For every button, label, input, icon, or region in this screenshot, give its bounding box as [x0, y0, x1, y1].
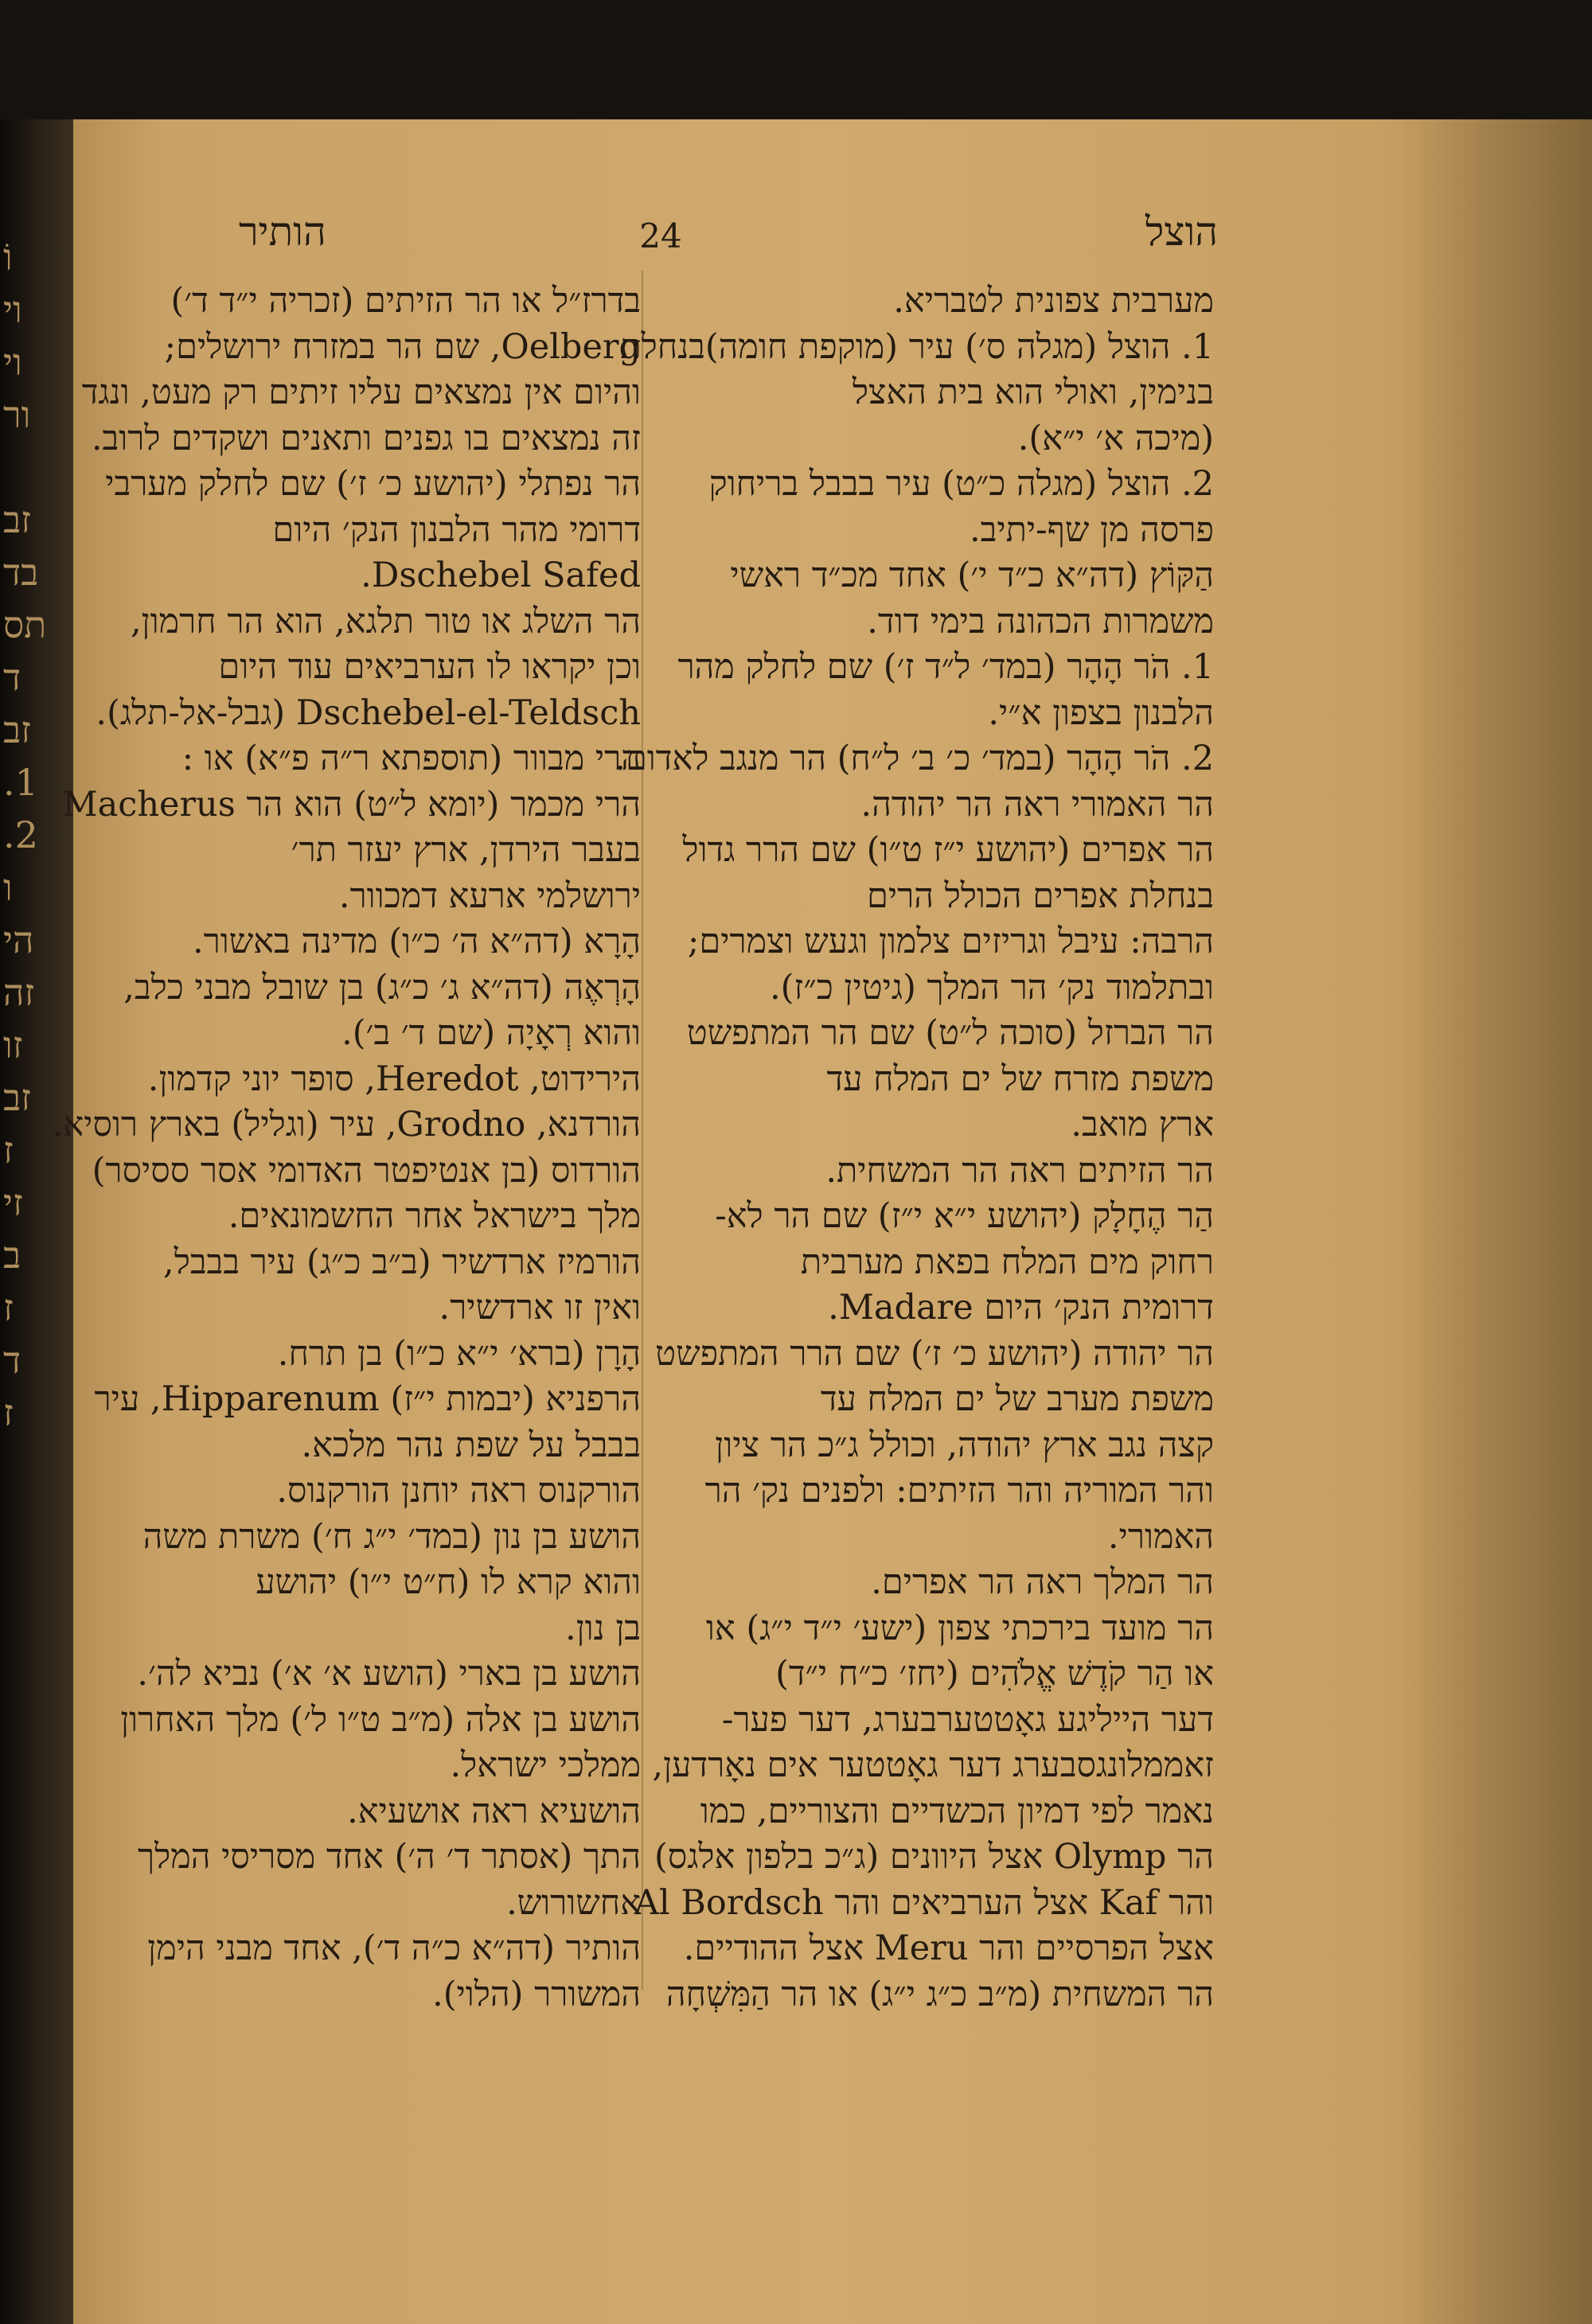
text-line: הר Olymp אצל היוונים (ג״כ בלפון אלגס)	[654, 1837, 1214, 1877]
edge-fragment	[0, 441, 73, 493]
text-line: וכן יקראו לו הערביאים עוד היום	[218, 647, 641, 687]
text-line: Dschebel Safed.	[361, 556, 641, 595]
edge-fragment: זב	[3, 708, 31, 751]
text-line: הושע בן אלה (מ״ב ט״ו ל׳) מלך האחרון	[120, 1699, 641, 1740]
text-line: הר מועד בירכתי צפון (ישע׳ י״ד י״ג) או	[705, 1608, 1214, 1648]
text-line: הורקנוס ראה יוחנן הורקנוס.	[276, 1471, 641, 1511]
text-line: המשורר (הלוי).	[432, 1974, 641, 2014]
text-line: משפת מזרח של ים המלח עד	[826, 1059, 1214, 1099]
text-line: הרי מבוור (תוספתא ר״ה פ״א) או :	[181, 739, 641, 778]
edge-fragment: וי	[3, 341, 22, 384]
text-line: בעבר הירדן, ארץ יעזר תר׳	[291, 830, 641, 870]
text-line: מערבית צפונית לטבריא.	[893, 281, 1214, 321]
text-line: דרומית הנק׳ היום Madare.	[828, 1288, 1214, 1328]
running-head-left: הותיר	[239, 209, 326, 255]
text-line: והר Kaf אצל הערביאים והר Al Bordsch	[634, 1882, 1214, 1923]
edge-fragment: בד	[3, 551, 39, 594]
text-line: 1. הוצל (מגלה ס׳) עיר (מוקפת חומה)בנחלת	[620, 326, 1214, 367]
right-column	[615, 279, 1214, 2018]
edge-fragment: 2.	[3, 813, 38, 856]
edge-fragment: ור	[3, 393, 31, 436]
page-number: 24	[639, 216, 682, 255]
text-line: והוא רְאָיָה (שם ד׳ ב׳).	[341, 1013, 641, 1053]
edge-fragment: ד	[3, 1339, 21, 1382]
text-line: הורדוס (בן אנטיפטר האדומי אסר ססיסר)	[92, 1150, 641, 1191]
edge-fragment: זב	[3, 498, 31, 541]
text-line: זאממלונגסבערג דער גאָטטער אים נאָרדען,	[652, 1745, 1214, 1785]
column-divider	[642, 271, 643, 1990]
text-line: אצל הפרסיים והר Meru אצל ההודיים.	[683, 1928, 1214, 1968]
previous-page-edge	[0, 231, 73, 2173]
text-line: הר הזיתים ראה הר המשחית.	[825, 1150, 1214, 1191]
text-line: נאמר לפי דמיון הכשדיים והצוריים, כמו	[700, 1791, 1214, 1831]
text-line: והיום אין נמצאים עליו זיתים רק מעט, ונגד	[81, 372, 641, 412]
text-line: הר המשחית (מ״ב כ״ג י״ג) או הר הַמִּשְׁחָה	[665, 1974, 1214, 2014]
text-line: בבבל על שפת נהר מלכא.	[301, 1425, 641, 1465]
text-line: הרי מכמר (יומא ל״ט) הוא הר Macherus	[62, 784, 641, 825]
text-line: או הַר קֹדֶשׁ אֱלֹהִים (יחז׳ כ״ח י״ד)	[775, 1654, 1214, 1694]
text-line: בנימין, ואולי הוא בית האצל	[852, 372, 1214, 412]
text-line: בדרז״ל או הר הזיתים (זכריה י״ד ד׳)	[170, 281, 641, 321]
edge-fragment: זה	[3, 971, 35, 1014]
text-line: הורדנא, Grodno, עיר (וגליל) בארץ רוסיא.	[52, 1105, 641, 1144]
text-line: הָרָן (ברא׳ י״א כ״ו) בן תרח.	[277, 1333, 641, 1374]
text-line: הַר הֶחָלָק (יהושע י״א י״ז) שם הר לא-	[715, 1196, 1214, 1236]
text-line: האמורי.	[1107, 1516, 1214, 1557]
text-line: 2. הֹר הָהָר (במד׳ כ׳ ב׳ ל״ח) הר מנגב לאדום.	[615, 739, 1214, 778]
text-line: הירידוט, Heredot, סופר יוני קדמון.	[147, 1059, 641, 1099]
text-line: הושע בן בארי (הושע א׳ א׳) נביא לה׳.	[137, 1654, 641, 1694]
edge-fragment: זי	[3, 1181, 23, 1224]
edge-fragment: ז	[3, 1391, 14, 1434]
text-line: קצה נגב ארץ יהודה, וכולל ג״כ הר ציון	[715, 1425, 1214, 1465]
edge-fragment: תס	[3, 603, 47, 646]
text-line: משמרות הכהונה בימי דוד.	[867, 601, 1214, 641]
text-line: הר אפרים (יהושע י״ז ט״ו) שם הרר גדול	[682, 830, 1214, 870]
edge-fragment: ד	[3, 656, 21, 699]
text-line: מלך בישראל אחר החשמונאים.	[228, 1196, 641, 1236]
text-line: הַקּוֹץ (דה״א כ״ד י׳) אחד מכ״ד ראשי	[730, 556, 1214, 595]
text-line: הרבה: עיבל וגריזים צלמון וגעש וצמרים;	[687, 922, 1214, 961]
text-line: והוא קרא לו (ח״ט י״ו) יהושע	[256, 1562, 641, 1602]
text-line: התך (אסתר ד׳ ה׳) אחד מסריסי המלך	[137, 1837, 641, 1877]
text-line: והר המוריה והר הזיתים: ולפנים נק׳ הר	[704, 1471, 1214, 1511]
text-line: זה נמצאים בו גפנים ותאנים ושקדים לרוב.	[91, 418, 641, 458]
text-line: הלבנון בצפון א״י.	[988, 692, 1214, 733]
text-line: דרומי מהר הלבנון הנק׳ היום	[272, 509, 641, 550]
text-line: דער הייליגע גאָטטערבערג, דער פער-	[721, 1699, 1214, 1740]
text-line: הָרָא (דה״א ה׳ כ״ו) מדינה באשור.	[192, 922, 641, 961]
edge-fragment: זו	[3, 1024, 23, 1066]
text-line: Dschebel-el-Teldsch (גבל-אל-תלג).	[96, 692, 641, 733]
edge-fragment: זב	[3, 1076, 31, 1119]
text-line: הר נפתלי (יהושע כ׳ ז׳) שם לחלק מערבי	[105, 464, 641, 504]
text-line: בן נון.	[565, 1608, 641, 1648]
text-line: הר המלך ראה הר אפרים.	[871, 1562, 1214, 1602]
text-line: הרפניא (יבמות י״ז) Hipparenum, עיר	[94, 1379, 641, 1419]
edge-fragment: ב	[3, 1234, 21, 1277]
text-line: פרסה מן שף-יתיב.	[969, 509, 1214, 550]
text-line: הר השלג או טור תלגא, הוא הר חרמון,	[130, 601, 641, 641]
text-line: הר יהודה (יהושע כ׳ ז׳) שם הרר המתפשט	[655, 1333, 1214, 1374]
text-line: ממלכי ישראל.	[450, 1745, 641, 1785]
edge-fragment: 1.	[3, 761, 38, 804]
text-line: Oelberg, שם הר במזרח ירושלים;	[164, 326, 641, 367]
text-line: ובתלמוד נק׳ הר המלך (גיטין כ״ז).	[769, 967, 1214, 1008]
edge-fragment: ז	[3, 1286, 14, 1329]
text-line: הורמיז ארדשיר (ב״ב כ״ג) עיר בבבל,	[163, 1242, 641, 1282]
left-column	[52, 279, 641, 2018]
text-line: הושעיא ראה אושעיא.	[347, 1791, 641, 1831]
text-line: הותיר (דה״א כ״ה ד׳), אחד מבני הימן	[147, 1928, 641, 1968]
text-line: הָרְאֶה (דה״א ג׳ כ״ג) בן שובל מבני כלב,	[123, 967, 641, 1008]
text-line: הר הברזל (סוכה ל״ט) שם הר המתפשט	[686, 1013, 1214, 1053]
edge-fragment: וֹ	[3, 236, 13, 279]
edge-fragment: וי	[3, 288, 22, 331]
text-line: אחשורוש.	[506, 1882, 641, 1923]
text-line: הר האמורי ראה הר יהודה.	[860, 784, 1214, 825]
text-line: ארץ מואב.	[1071, 1105, 1214, 1144]
text-line: 2. הוצל (מגלה כ״ט) עיר בבבל בריחוק	[708, 464, 1214, 504]
edge-fragment: הי	[3, 918, 34, 961]
text-line: משפת מערב של ים המלח עד	[820, 1379, 1214, 1419]
text-line: 1. הֹר הָהָר (במד׳ ל״ד ז׳) שם לחלק מהר	[677, 647, 1214, 687]
text-line: הושע בן נון (במד׳ י״ג ח׳) משרת משה	[142, 1516, 641, 1557]
text-line: (מיכה א׳ י״א).	[1017, 418, 1214, 458]
text-line: ואין זו ארדשיר.	[439, 1288, 641, 1328]
page-edge-shade	[1401, 119, 1592, 2324]
running-head-right: הוצל	[1145, 209, 1218, 255]
text-line: רחוק מים המלח בפאת מערבית	[800, 1242, 1214, 1282]
edge-fragment: ז	[3, 1129, 14, 1172]
edge-fragment: ו	[3, 866, 13, 909]
text-line: ירושלמי ארעא דמכוור.	[338, 875, 641, 916]
text-line: בנחלת אפרים הכולל הרים	[866, 875, 1214, 916]
